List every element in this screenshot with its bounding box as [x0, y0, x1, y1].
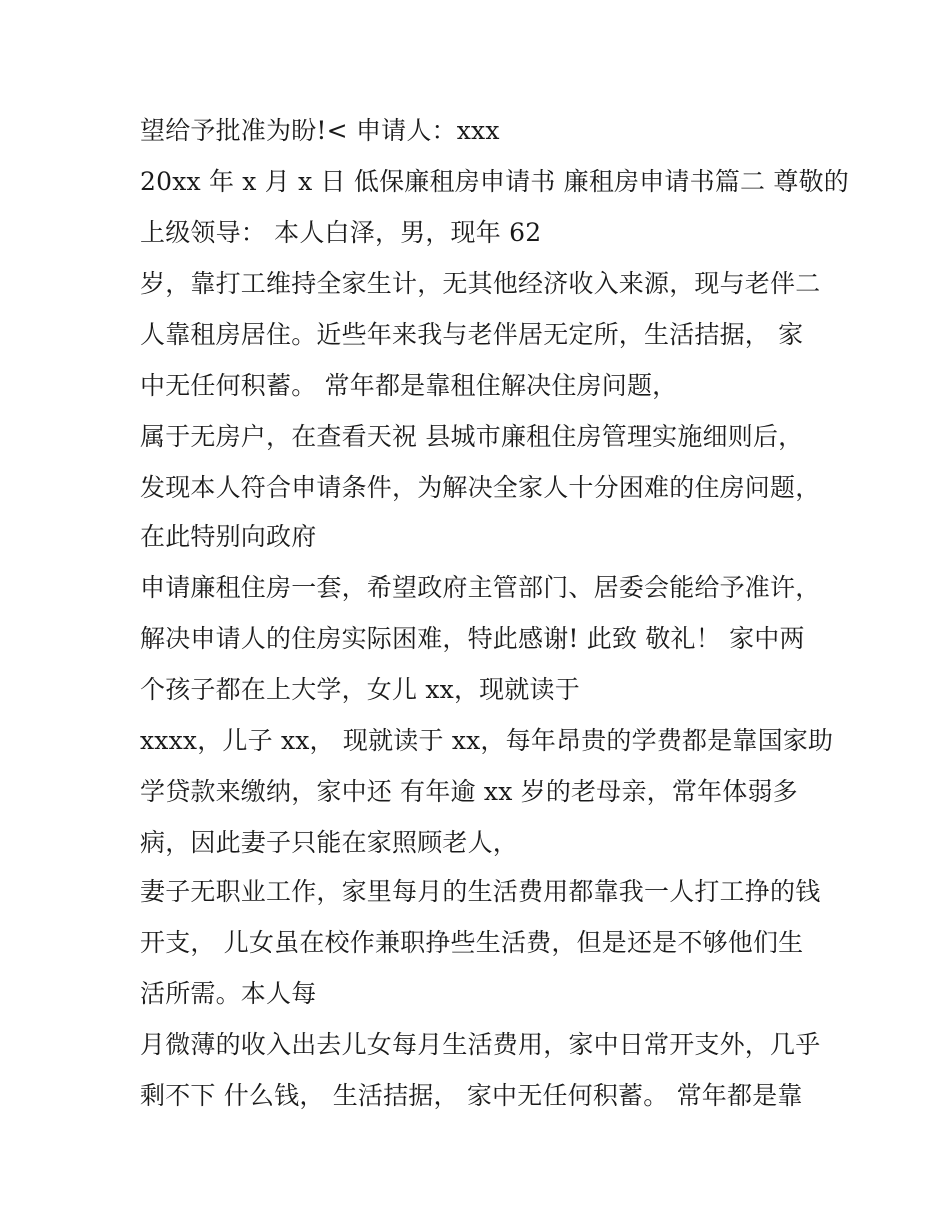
text-line: xxxx，儿子 xx， 现就读于 xx，每年昂贵的学费都是靠国家助 — [140, 726, 834, 755]
text-line: 上级领导： 本人白泽，男，现年 62 — [140, 218, 542, 247]
text-line: 20xx 年 x 月 x 日 低保廉租房申请书 廉租房申请书篇二 尊敬的 — [140, 167, 849, 196]
text-line: 望给予批准为盼!< 申请人：xxx — [140, 116, 500, 145]
text-line: 开支， 儿女虽在校作兼职挣些生活费，但是还是不够他们生 — [140, 928, 804, 957]
text-line: 解决申请人的住房实际困难，特此感谢! 此致 敬礼！ 家中两 — [140, 624, 805, 653]
text-line: 妻子无职业工作，家里每月的生活费用都靠我一人打工挣的钱 — [140, 877, 821, 906]
text-line: 学贷款来缴纳，家中还 有年逾 xx 岁的老母亲，常年体弱多 — [140, 777, 798, 806]
text-line: 岁，靠打工维持全家生计，无其他经济收入来源，现与老伴二 — [140, 269, 821, 298]
text-line: 剩不下 什么钱， 生活拮据， 家中无任何积蓄。 常年都是靠 — [140, 1081, 803, 1110]
text-line: 月微薄的收入出去儿女每月生活费用，家中日常开支外，几乎 — [140, 1030, 821, 1059]
text-line: 发现本人符合申请条件，为解决全家人十分困难的住房问题， — [140, 473, 821, 502]
text-line: 病，因此妻子只能在家照顾老人， — [140, 828, 519, 857]
text-line: 在此特别向政府 — [140, 522, 317, 551]
text-line: 属于无房户，在查看天祝 县城市廉租住房管理实施细则后， — [140, 422, 804, 451]
text-line: 人靠租房居住。近些年来我与老伴居无定所，生活拮据， 家 — [140, 320, 804, 349]
text-line: 中无任何积蓄。 常年都是靠租住解决住房问题， — [140, 371, 678, 400]
text-line: 个孩子都在上大学，女儿 xx，现就读于 — [140, 675, 580, 704]
text-line: 申请廉租住房一套，希望政府主管部门、居委会能给予准许， — [140, 573, 821, 602]
text-line: 活所需。本人每 — [140, 979, 317, 1008]
